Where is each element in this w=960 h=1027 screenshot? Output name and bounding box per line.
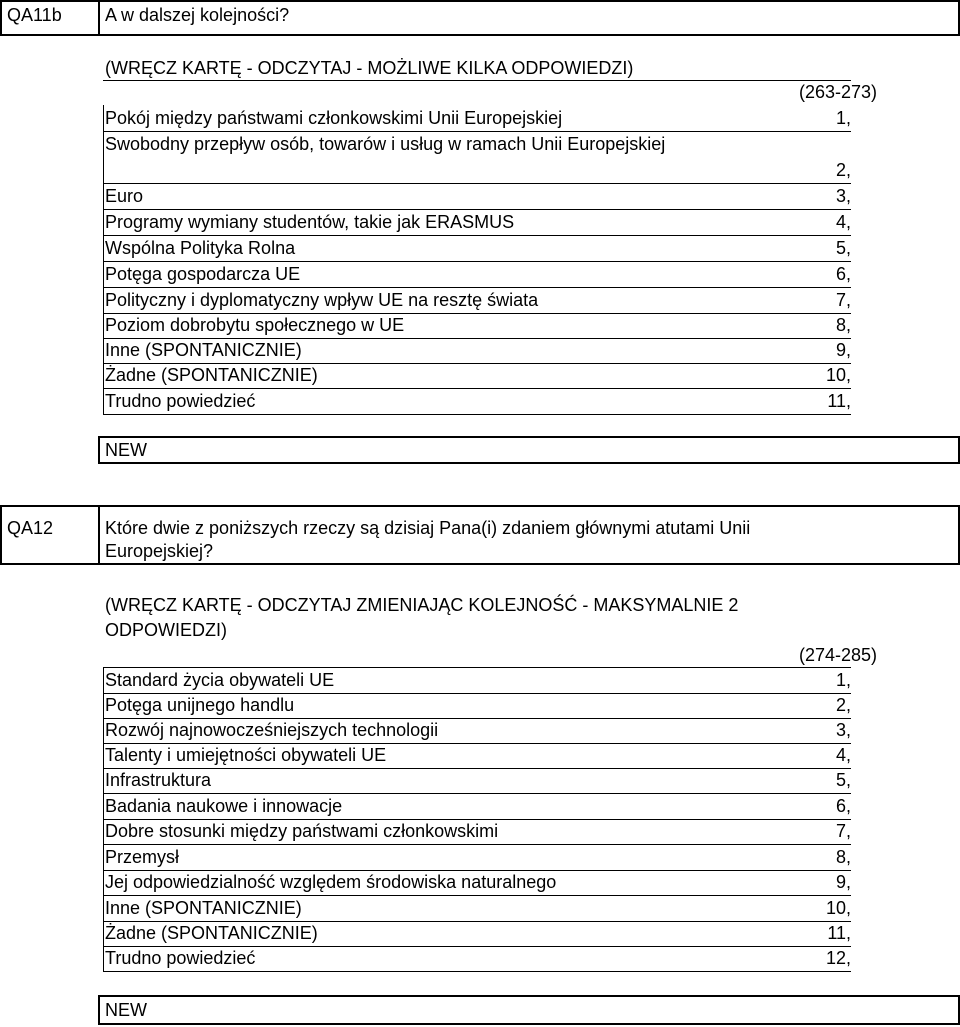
qa12-question-line1: Które dwie z poniższych rzeczy są dzisiaj Pana(i) zdaniem głównymi atutami Unii bbox=[105, 518, 751, 538]
qa11b-option-label: Swobodny przepływ osób, towarów i usług w ramach Unii Europejskiej bbox=[105, 134, 666, 154]
qa12-option-code: 10, bbox=[825, 898, 851, 918]
qa11b-option-code: 10, bbox=[825, 365, 851, 385]
qa11b-option-label: Wspólna Polityka Rolna bbox=[105, 238, 296, 258]
qa11b-code: QA11b bbox=[7, 5, 62, 25]
qa12-option-code: 5, bbox=[835, 770, 851, 790]
qa11b-option bbox=[103, 210, 851, 235]
qa12-option-code: 1, bbox=[835, 670, 851, 690]
qa12-range: (274-285) bbox=[799, 645, 878, 665]
qa12-option-label: Przemysł bbox=[105, 847, 180, 867]
qa12-option-code: 4, bbox=[835, 745, 851, 765]
row-rule bbox=[103, 971, 851, 972]
qa12-option-code: 7, bbox=[835, 821, 851, 841]
qa11b-option-code: 4, bbox=[835, 212, 851, 232]
qa11b-option bbox=[103, 106, 851, 131]
qa11b-option-label: Poziom dobrobytu społecznego w UE bbox=[105, 315, 405, 335]
qa11b-instruction-rule bbox=[103, 80, 851, 81]
qa12-option-code: 9, bbox=[835, 872, 851, 892]
qa11b-range: (263-273) bbox=[799, 82, 878, 102]
qa12-option bbox=[103, 819, 851, 844]
qa12-option-label: Infrastruktura bbox=[105, 770, 212, 790]
qa11b-option bbox=[103, 363, 851, 388]
qa12-option bbox=[103, 946, 851, 971]
qa11b-option bbox=[103, 313, 851, 338]
qa11b-option-code: 1, bbox=[835, 108, 851, 128]
qa12-option bbox=[103, 845, 851, 870]
qa12-option-label: Badania naukowe i innowacje bbox=[105, 796, 343, 816]
qa11b-option-code: 11, bbox=[827, 391, 851, 411]
qa12-option bbox=[103, 668, 851, 693]
qa12-option-code: 3, bbox=[835, 720, 851, 740]
qa11b-option-label: Euro bbox=[105, 186, 144, 206]
qa11b-option bbox=[103, 262, 851, 287]
qa12-new-label: NEW bbox=[105, 1000, 147, 1020]
qa12-option-label: Jej odpowiedzialność względem środowiska naturalnego bbox=[105, 872, 557, 892]
qa11b-option-code: 5, bbox=[835, 238, 851, 258]
qa11b-option-code: 9, bbox=[835, 340, 851, 360]
qa12-option bbox=[103, 693, 851, 718]
qa12-option bbox=[103, 794, 851, 819]
qa12-option bbox=[103, 743, 851, 768]
qa12-instruction-line1: (WRĘCZ KARTĘ - ODCZYTAJ ZMIENIAJĄC KOLEJNOŚĆ - MAKSYMALNIE 2 bbox=[105, 595, 739, 615]
qa11b-option-code: 8, bbox=[835, 315, 851, 335]
qa11b-option-code: 3, bbox=[835, 186, 851, 206]
qa12-option bbox=[103, 718, 851, 743]
qa12-option-code: 11, bbox=[827, 923, 851, 943]
qa11b-option bbox=[103, 236, 851, 261]
qa11b-option-label: Trudno powiedzieć bbox=[105, 391, 256, 411]
qa11b-option bbox=[103, 184, 851, 209]
qa11b-option-label: Polityczny i dyplomatyczny wpływ UE na resztę świata bbox=[105, 290, 539, 310]
qa11b-option bbox=[103, 288, 851, 313]
qa12-option-label: Żadne (SPONTANICZNIE) bbox=[105, 923, 318, 943]
qa12-option-code: 8, bbox=[835, 847, 851, 867]
qa11b-new-label: NEW bbox=[105, 440, 147, 460]
row-rule bbox=[103, 414, 851, 415]
qa11b-option-label: Pokój między państwami członkowskimi Unii Europejskiej bbox=[105, 108, 563, 128]
qa11b-new-box bbox=[98, 436, 960, 464]
qa12-option bbox=[103, 870, 851, 895]
qa12-option-code: 6, bbox=[835, 796, 851, 816]
qa11b-option-label: Programy wymiany studentów, takie jak ERASMUS bbox=[105, 212, 515, 232]
qa12-option-label: Potęga unijnego handlu bbox=[105, 695, 295, 715]
qa12-option bbox=[103, 921, 851, 946]
qa12-option-label: Dobre stosunki między państwami członkowskimi bbox=[105, 821, 499, 841]
qa11b-question: A w dalszej kolejności? bbox=[105, 5, 290, 25]
qa11b-option-label: Inne (SPONTANICZNIE) bbox=[105, 340, 302, 360]
qa11b-option bbox=[103, 132, 851, 157]
qa11b-option bbox=[103, 338, 851, 363]
qa12-option-label: Rozwój najnowocześniejszych technologii bbox=[105, 720, 439, 740]
qa12-option-label: Talenty i umiejętności obywateli UE bbox=[105, 745, 387, 765]
qa11b-option-code: 6, bbox=[835, 264, 851, 284]
qa12-option bbox=[103, 768, 851, 793]
qa12-question-line2: Europejskiej? bbox=[105, 541, 214, 561]
qa11b-option-code-row bbox=[103, 158, 851, 183]
qa12-code: QA12 bbox=[7, 518, 54, 538]
qa12-option-label: Standard życia obywateli UE bbox=[105, 670, 335, 690]
qa12-option-code: 2, bbox=[835, 695, 851, 715]
qa11b-option-label: Żadne (SPONTANICZNIE) bbox=[105, 365, 318, 385]
qa12-option-code: 12, bbox=[825, 948, 851, 968]
qa11b-option-code: 7, bbox=[835, 290, 851, 310]
qa12-instruction-line2: ODPOWIEDZI) bbox=[105, 620, 227, 640]
qa11b-option bbox=[103, 389, 851, 414]
qa12-option-label: Trudno powiedzieć bbox=[105, 948, 256, 968]
qa11b-option-label: Potęga gospodarcza UE bbox=[105, 264, 301, 284]
qa11b-option-code: 2, bbox=[835, 160, 851, 180]
qa12-option-label: Inne (SPONTANICZNIE) bbox=[105, 898, 302, 918]
qa11b-instruction: (WRĘCZ KARTĘ - ODCZYTAJ - MOŻLIWE KILKA ODPOWIEDZI) bbox=[105, 58, 634, 78]
qa12-option bbox=[103, 896, 851, 921]
qa12-new-box bbox=[98, 995, 960, 1025]
